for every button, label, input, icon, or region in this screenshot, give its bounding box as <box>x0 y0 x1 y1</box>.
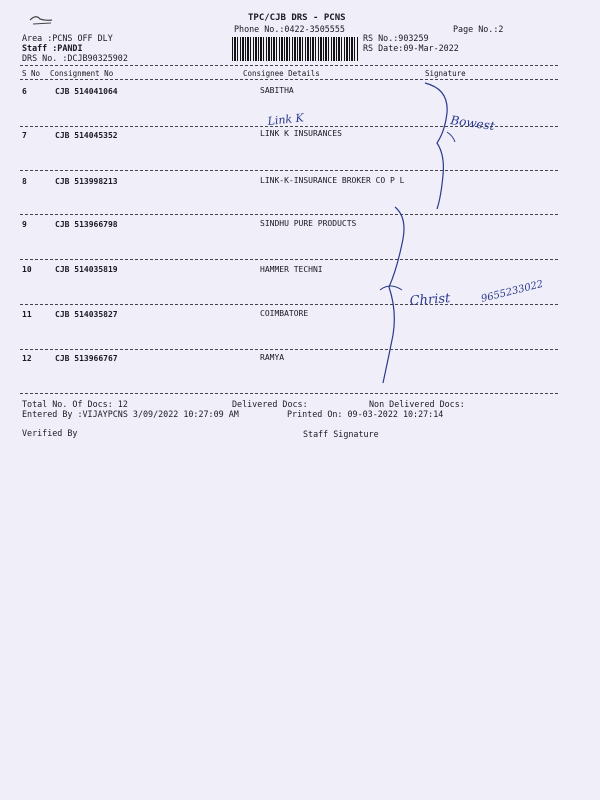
row-sno: 9 <box>22 220 27 229</box>
drs-number: DRS No. :DCJB90325902 <box>22 53 128 63</box>
row-sno: 10 <box>22 265 32 274</box>
column-header-consignment: Consignment No <box>50 69 114 78</box>
staff-label: Staff :PANDI <box>22 43 83 53</box>
row-consignee: LINK K INSURANCES <box>260 129 342 138</box>
row-consignee: SABITHA <box>260 86 294 95</box>
signature-bracket <box>383 207 404 383</box>
area-label: Area :PCNS OFF DLY <box>22 33 113 43</box>
non-delivered-docs: Non Delivered Docs: <box>369 399 465 409</box>
column-header-signature: Signature <box>425 69 466 78</box>
row-sno: 6 <box>22 87 27 96</box>
row-sno: 7 <box>22 131 27 140</box>
row-consignment: CJB 514041064 <box>55 87 118 96</box>
phone-number: Phone No.:0422-3505555 <box>234 24 345 34</box>
document-title: TPC/CJB DRS - PCNS <box>248 13 346 23</box>
row-consignee: COIMBATORE <box>260 309 309 318</box>
handwritten-phone: 9655233022 <box>480 278 545 305</box>
printed-on: Printed On: 09-03-2022 10:27:14 <box>287 409 444 419</box>
row-consignment: CJB 514035827 <box>55 310 118 319</box>
row-consignment: CJB 514035819 <box>55 265 118 274</box>
handwritten-link-note: Link K <box>266 111 305 128</box>
handwritten-signature: Christ <box>409 291 451 309</box>
row-consignee: SINDHU PURE PRODUCTS <box>260 219 357 228</box>
row-sno: 12 <box>22 354 32 363</box>
handwritten-signature: Bowest <box>449 113 496 134</box>
total-docs: Total No. Of Docs: 12 <box>22 399 128 409</box>
entered-by: Entered By :VIJAYPCNS 3/09/2022 10:27:09 AM <box>22 409 239 419</box>
row-consignment: CJB 513966767 <box>55 354 118 363</box>
staff-signature-label: Staff Signature <box>303 429 379 439</box>
row-consignment: CJB 513998213 <box>55 177 118 186</box>
signature-bracket <box>425 83 447 209</box>
rs-date: RS Date:09-Mar-2022 <box>363 43 459 53</box>
page-number: Page No.:2 <box>453 24 504 34</box>
rs-number: RS No.:903259 <box>363 33 429 43</box>
delivered-docs: Delivered Docs: <box>232 399 308 409</box>
row-consignment: CJB 513966798 <box>55 220 118 229</box>
row-consignee: LINK-K-INSURANCE BROKER CO P L <box>260 176 405 185</box>
row-consignee: RAMYA <box>260 353 285 362</box>
row-consignee: HAMMER TECHNI <box>260 265 323 274</box>
row-consignment: CJB 514045352 <box>55 131 118 140</box>
column-header-consignee: Consignee Details <box>243 69 320 78</box>
verified-by: Verified By <box>22 428 78 438</box>
row-sno: 11 <box>22 310 32 319</box>
row-sno: 8 <box>22 177 27 186</box>
column-header-sno: S No <box>22 69 41 78</box>
